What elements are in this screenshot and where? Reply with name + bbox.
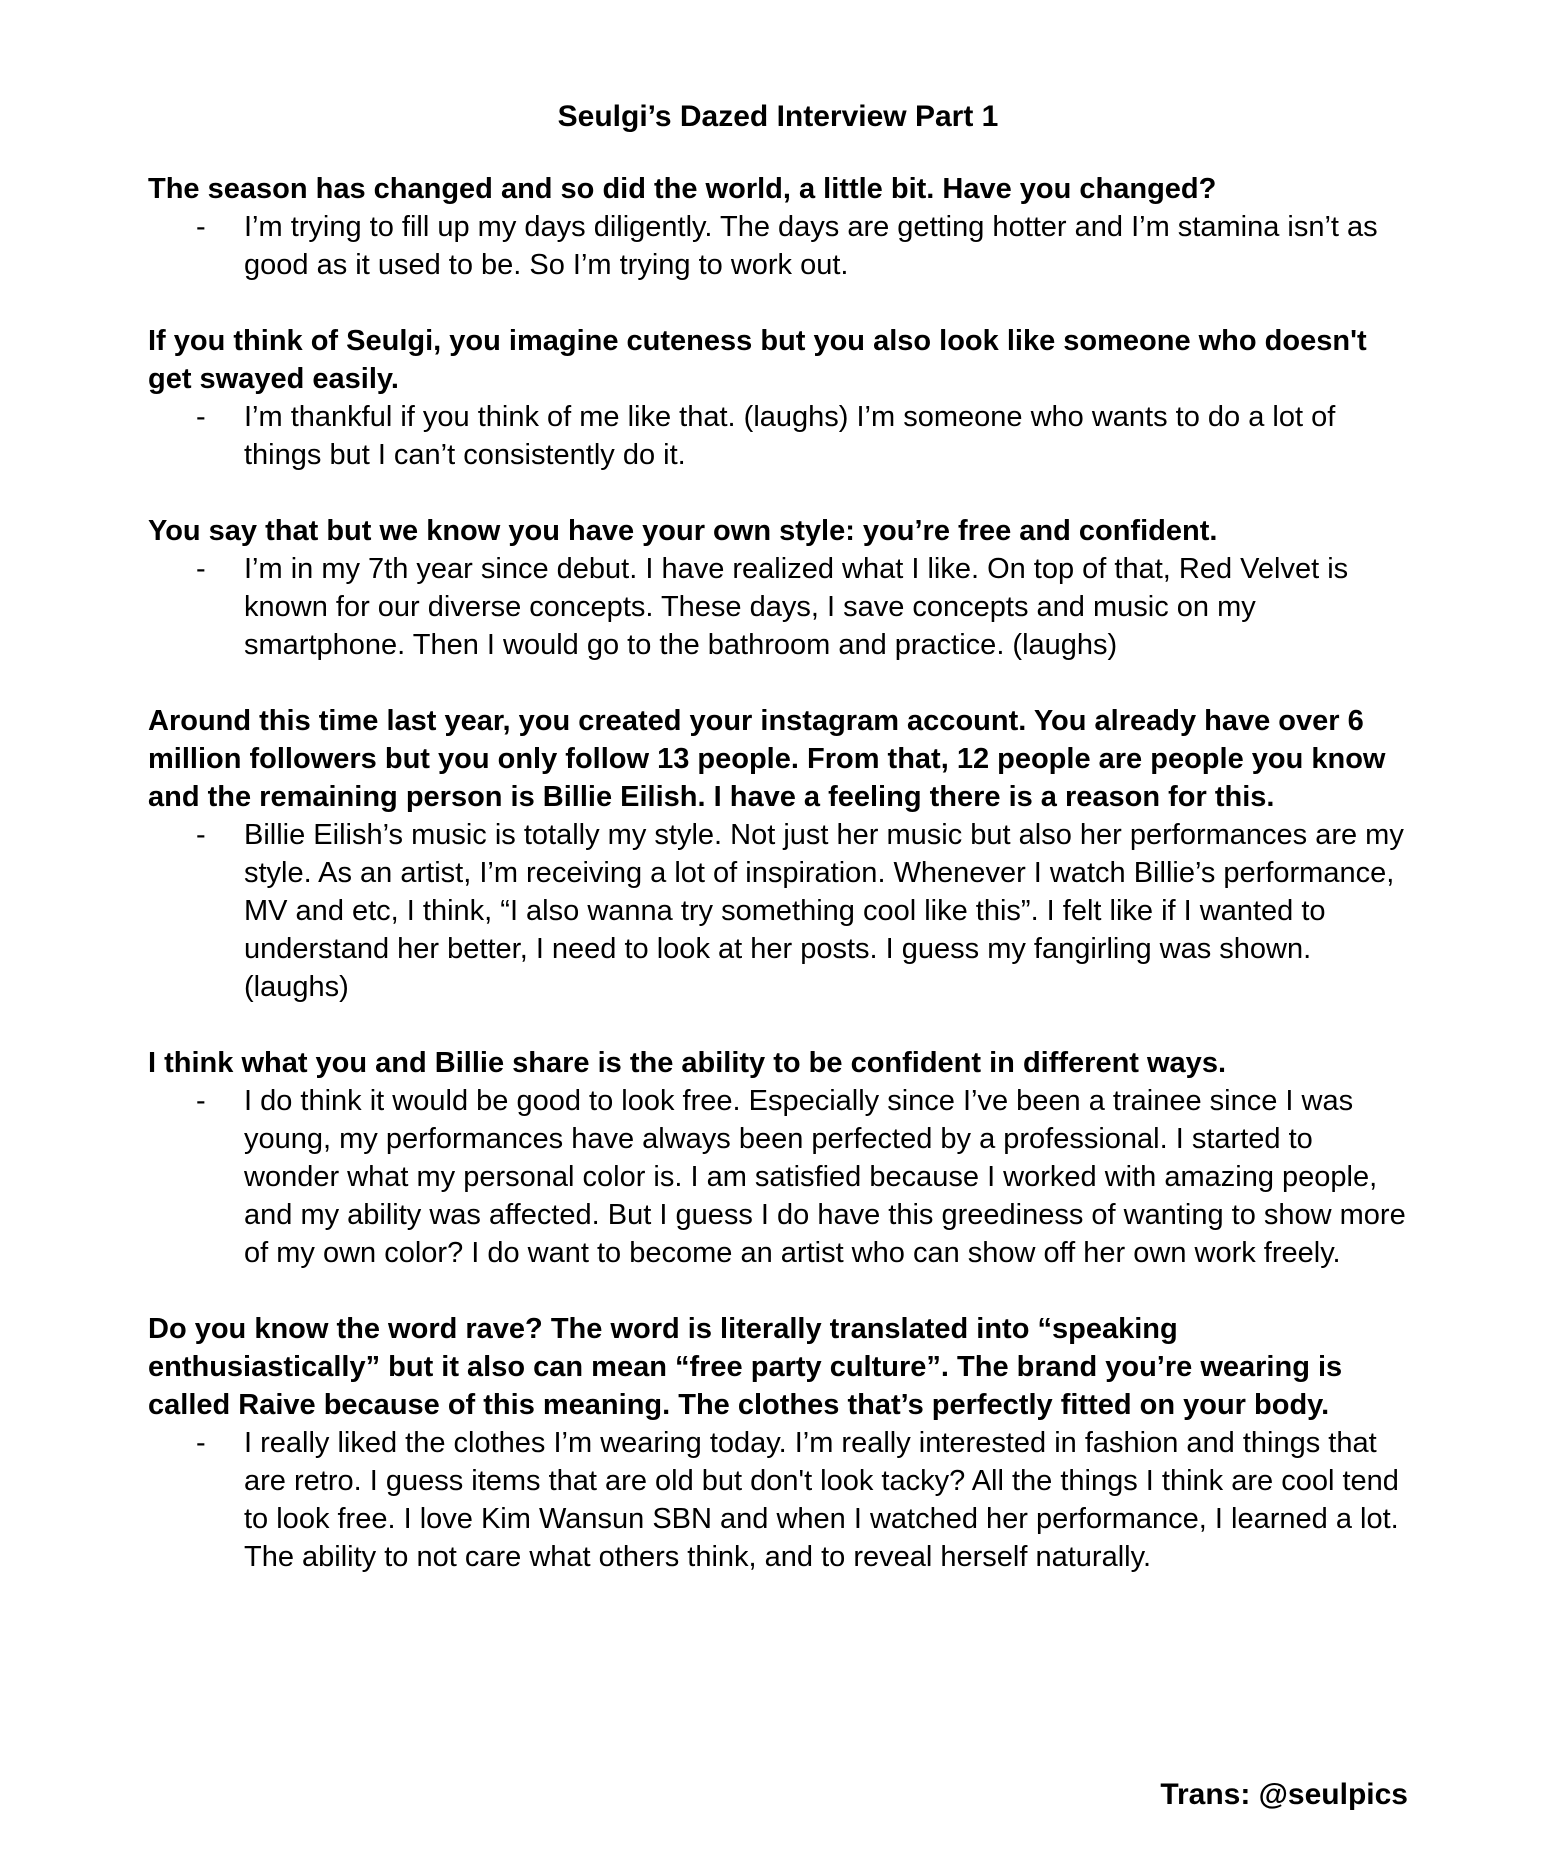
qa-block-1 <box>148 170 1408 284</box>
document-page <box>148 98 1408 1614</box>
answer-text <box>148 816 1408 1006</box>
question-text: Do you know the word rave? The word is literally translated into “speaking enthusiastically” but it also can mean “free party culture”. The brand you’re wearing is called Raive because of this meaning. The clothes that’s perfectly fitted on your body. <box>148 1313 1343 1421</box>
bullet-dash: - <box>196 211 206 243</box>
answer-body: I’m trying to fill up my days diligently. The days are getting hotter and I’m stamina isn’t as good as it used to be. So I’m trying to work out. <box>244 211 1378 281</box>
answer-body: I’m thankful if you think of me like that. (laughs) I’m someone who wants to do a lot of things but I can’t consistently do it. <box>244 401 1336 471</box>
answer-text <box>148 398 1408 474</box>
qa-block-3 <box>148 512 1408 664</box>
qa-block-6 <box>148 1310 1408 1576</box>
question-text: You say that but we know you have your own style: you’re free and confident. <box>148 515 1218 547</box>
answer-text <box>148 208 1408 284</box>
qa-block-5 <box>148 1044 1408 1272</box>
page-title: Seulgi’s Dazed Interview Part 1 <box>557 100 999 133</box>
answer-text <box>148 1424 1408 1576</box>
answer-text <box>148 1082 1408 1272</box>
translator-credit: Trans: @seulpics <box>1160 1778 1408 1811</box>
qa-block-4 <box>148 702 1408 1006</box>
question-text: I think what you and Billie share is the ability to be confident in different ways. <box>148 1047 1226 1079</box>
answer-body: Billie Eilish’s music is totally my style. Not just her music but also her performances are my style. As an artist, I’m receiving a lot of inspiration. Whenever I watch Billie’s performance, MV and etc, I think, “I also wanna try something cool like this”. I felt like if I wanted to understand her better, I need to look at her posts. I guess my fangirling was shown. (laughs) <box>244 819 1404 1003</box>
bullet-dash: - <box>196 819 206 851</box>
question-text: Around this time last year, you created your instagram account. You already have over 6 million followers but you only follow 13 people. From that, 12 people are people you know and the remaining person is Billie Eilish. I have a feeling there is a reason for this. <box>148 705 1386 813</box>
bullet-dash: - <box>196 1427 206 1459</box>
question-text: If you think of Seulgi, you imagine cuteness but you also look like someone who doesn't get swayed easily. <box>148 325 1367 395</box>
answer-text <box>148 550 1408 664</box>
bullet-dash: - <box>196 553 206 585</box>
qa-block-2 <box>148 322 1408 474</box>
answer-body: I really liked the clothes I’m wearing today. I’m really interested in fashion and things that are retro. I guess items that are old but don't look tacky? All the things I think are cool tend to look free. I love Kim Wansun SBN and when I watched her performance, I learned a lot. The ability to not care what others think, and to reveal herself naturally. <box>244 1427 1399 1573</box>
bullet-dash: - <box>196 1085 206 1117</box>
answer-body: I do think it would be good to look free. Especially since I’ve been a trainee since I was young, my performances have always been perfected by a professional. I started to wonder what my personal color is. I am satisfied because I worked with amazing people, and my ability was affected. But I guess I do have this greediness of wanting to show more of my own color? I do want to become an artist who can show off her own work freely. <box>244 1085 1406 1269</box>
bullet-dash: - <box>196 401 206 433</box>
answer-body: I’m in my 7th year since debut. I have realized what I like. On top of that, Red Velvet is known for our diverse concepts. These days, I save concepts and music on my smartphone. Then I would go to the bathroom and practice. (laughs) <box>244 553 1349 661</box>
question-text: The season has changed and so did the world, a little bit. Have you changed? <box>148 173 1217 205</box>
